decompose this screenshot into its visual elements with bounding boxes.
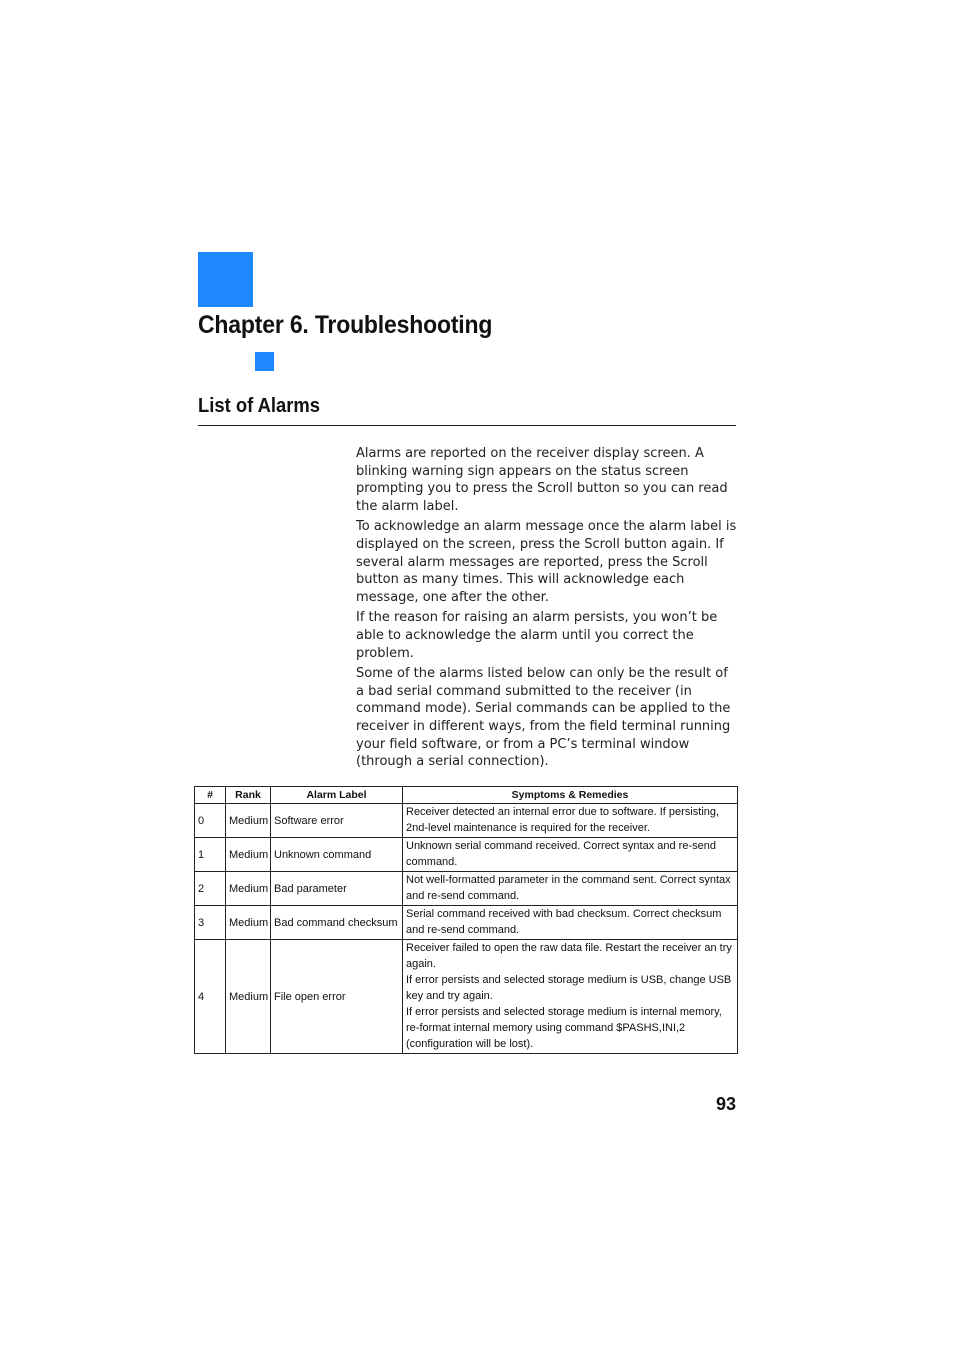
column-header-alarm-label: Alarm Label (271, 787, 403, 804)
table-row (195, 940, 738, 1054)
table-row (195, 872, 738, 906)
symptom-line: Not well-formatted parameter in the command sent. Correct syntax and re-send command. (406, 874, 731, 902)
paragraph: Alarms are reported on the receiver display screen. A blinking warning sign appears on the status screen prompting you to press the Scroll button so you can read the alarm label. (356, 446, 728, 514)
column-header-symptoms: Symptoms & Remedies (403, 787, 738, 804)
alarms-table (194, 786, 738, 1054)
symptom-line: Receiver failed to open the raw data file. Restart the receiver an try again. (406, 942, 732, 970)
section-title: List of Alarms (198, 395, 321, 417)
cell-rank: Medium (226, 906, 271, 940)
cell-alarm-label: Unknown command (271, 838, 403, 872)
cell-alarm-label: Bad command checksum (271, 906, 403, 940)
cell-number: 1 (195, 838, 226, 872)
cell-number: 0 (195, 804, 226, 838)
cell-alarm-label: Bad parameter (271, 872, 403, 906)
cell-rank: Medium (226, 940, 271, 1054)
symptom-line: Unknown serial command received. Correct syntax and re-send command. (406, 840, 716, 868)
table-header-row (195, 787, 738, 804)
symptom-line: Serial command received with bad checksum. Correct checksum and re-send command. (406, 908, 722, 936)
cell-symptoms (403, 804, 738, 838)
paragraph: To acknowledge an alarm message once the alarm label is displayed on the screen, press the Scroll button again. If several alarm messages are reported, press the Scroll button as many times. This will acknowledge each message, one after the other. (356, 519, 737, 605)
paragraph: If the reason for raising an alarm persists, you won’t be able to acknowledge the alarm until you correct the problem. (356, 610, 718, 661)
cell-rank: Medium (226, 804, 271, 838)
cell-number: 2 (195, 872, 226, 906)
cell-symptoms (403, 906, 738, 940)
cell-number: 3 (195, 906, 226, 940)
column-header-number: # (195, 787, 226, 804)
table-row (195, 804, 738, 838)
chapter-marker-small-square (255, 352, 274, 371)
cell-symptoms (403, 872, 738, 906)
table-row (195, 906, 738, 940)
cell-alarm-label: Software error (271, 804, 403, 838)
table-row (195, 838, 738, 872)
column-header-rank: Rank (226, 787, 271, 804)
paragraph: Some of the alarms listed below can only be the result of a bad serial command submitted to the receiver (in command mode). Serial commands can be applied to the receiver in different ways, from the field terminal running your field software, or from a PC’s terminal window (through a serial connection). (356, 666, 731, 770)
page-number: 93 (715, 1094, 736, 1114)
chapter-title: Chapter 6. Troubleshooting (198, 311, 493, 339)
cell-symptoms (403, 940, 738, 1054)
body-text (356, 445, 737, 774)
cell-symptoms (403, 838, 738, 872)
chapter-marker-square (198, 252, 253, 307)
cell-rank: Medium (226, 838, 271, 872)
symptom-line: Receiver detected an internal error due to software. If persisting, 2nd-level maintenance is required for the receiver. (406, 806, 720, 834)
symptom-line: If error persists and selected storage medium is internal memory, re-format internal memory using command $PASHS,INI,2 (configuration will be lost). (406, 1006, 722, 1050)
cell-number: 4 (195, 940, 226, 1054)
section-divider (198, 425, 736, 426)
cell-rank: Medium (226, 872, 271, 906)
cell-alarm-label: File open error (271, 940, 403, 1054)
symptom-line: If error persists and selected storage medium is USB, change USB key and try again. (406, 974, 732, 1002)
